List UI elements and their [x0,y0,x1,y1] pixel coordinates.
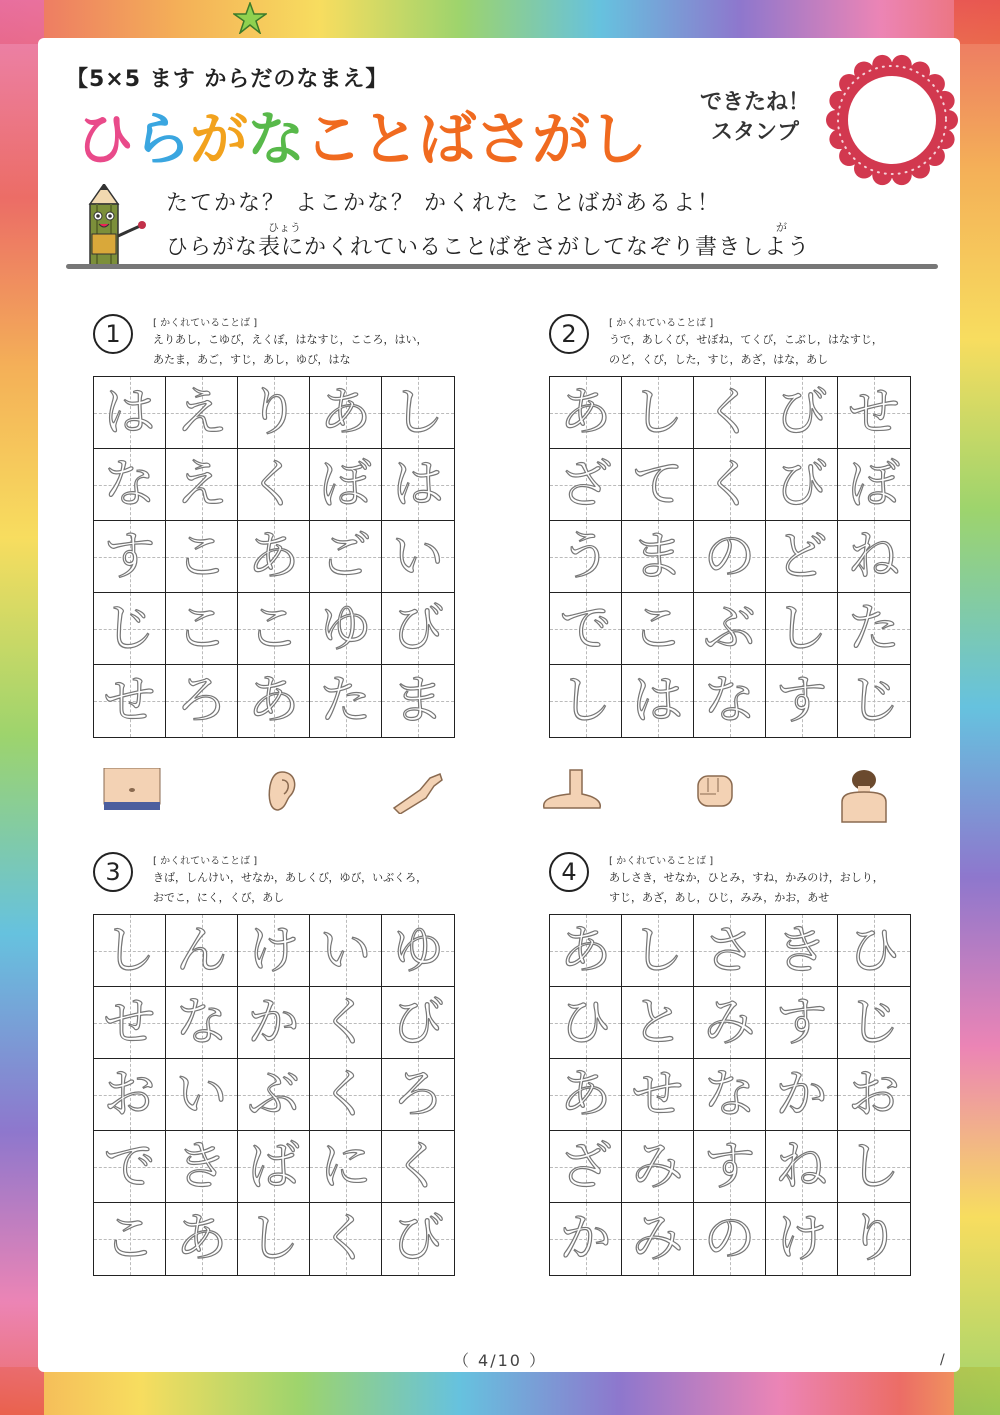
trace-letter: し [847,1136,900,1197]
trace-letter: き [775,920,828,981]
letter-grid [93,914,455,1276]
trace-letter: び [391,1209,444,1269]
grid-cell [166,987,238,1059]
title-kotobasagashi: ことばさがし [304,105,647,173]
grid-cell [238,449,310,521]
trace-letter: し [247,1209,300,1269]
grid-cell [238,1059,310,1131]
trace-letter: え [175,382,228,443]
page-number: （ 4/10 ） [452,1351,548,1370]
trace-letter: ま [631,526,684,587]
trace-letter: い [391,526,444,587]
corner-mark: / [940,1352,945,1368]
puzzle-number: 3 [93,852,133,892]
hidden-words-list: あしさき，せなか，ひとみ，すね，かみのけ，おしり， すじ，あざ，あし，ひじ，みみ，かお，あせ [609,871,884,904]
grid-cell [94,1131,166,1203]
grid-cell [382,593,454,665]
trace-letter: く [319,1064,372,1125]
trace-letter: あ [319,382,372,443]
trace-letter: し [103,920,156,981]
grid-cell [694,1059,766,1131]
trace-letter: あ [175,1209,228,1269]
trace-letter: ぶ [703,598,756,659]
grid-cell [310,377,382,449]
grid-cell [238,987,310,1059]
trace-letter: あ [559,382,612,443]
trace-letter: ご [319,526,372,587]
trace-letter: ぶ [247,1064,300,1125]
trace-letter: す [703,1136,756,1197]
trace-letter: ば [247,1136,300,1197]
trace-letter: く [319,1209,372,1269]
instruction-line-1: たてかな？ よこかな？ かくれた ことばがあるよ！ [166,191,721,216]
trace-letter: く [391,1136,444,1197]
trace-letter: お [847,1064,900,1125]
grid-cell [550,1203,622,1275]
grid-cell [166,1059,238,1131]
trace-letter: び [775,454,828,515]
grid-cell [310,915,382,987]
grid-cell [382,665,454,737]
trace-letter: ど [775,526,828,587]
trace-letter: び [391,992,444,1053]
trace-letter: こ [103,1209,156,1269]
grid-cell [382,1131,454,1203]
grid-cell [238,1203,310,1275]
trace-letter: い [175,1064,228,1125]
grid-cell [622,1059,694,1131]
puzzle-number: 4 [549,852,589,892]
hidden-words-list: うで，あしくび，せぼね，てくび，こぶし，はなすじ， のど，くび，した，すじ，あざ，はな，あし [609,333,883,366]
grid-cell [94,593,166,665]
trace-letter: な [103,454,156,515]
grid-cell [550,521,622,593]
trace-letter: あ [559,1064,612,1125]
trace-letter: あ [247,526,300,587]
trace-letter: ざ [559,1136,612,1197]
trace-letter: せ [103,671,156,731]
grid-cell [694,449,766,521]
grid-cell [838,665,910,737]
grid-cell [94,987,166,1059]
trace-letter: な [175,992,228,1053]
trace-letter: は [391,454,444,515]
trace-letter: け [775,1209,828,1269]
trace-letter: ひ [559,992,612,1053]
trace-letter: こ [175,598,228,659]
trace-letter: ぼ [847,454,900,515]
grid-cell [382,449,454,521]
trace-letter: き [175,1136,228,1197]
grid-cell [766,665,838,737]
trace-letter: は [631,671,684,731]
grid-cell [94,449,166,521]
grid-cell [694,1203,766,1275]
trace-letter: ん [175,920,228,981]
grid-cell [238,1131,310,1203]
grid-cell [166,1203,238,1275]
grid-cell [550,1131,622,1203]
trace-letter: は [103,382,156,443]
grid-cell [166,665,238,737]
grid-cell [550,593,622,665]
page-title [76,92,646,176]
grid-cell [622,521,694,593]
trace-letter: か [775,1064,828,1125]
grid-cell [622,449,694,521]
grid-cell [238,377,310,449]
grid-cell [838,987,910,1059]
trace-letter: し [391,382,444,443]
grid-cell [838,377,910,449]
grid-cell [94,665,166,737]
grid-cell [622,377,694,449]
trace-letter: い [319,920,372,981]
ruby-hyou: ひょう [268,221,301,234]
grid-cell [550,915,622,987]
grid-cell [166,593,238,665]
trace-letter: じ [103,598,156,659]
trace-letter: ひ [847,920,900,981]
grid-cell [310,1203,382,1275]
trace-letter: こ [631,598,684,659]
trace-letter: び [391,598,444,659]
grid-cell [838,449,910,521]
grid-cell [622,665,694,737]
trace-letter: た [319,671,372,731]
trace-letter: せ [631,1064,684,1125]
trace-letter: び [775,382,828,443]
letter-grid [93,376,455,738]
grid-cell [310,593,382,665]
title-hiragana: ひらがな [76,105,305,173]
stamp-flower-icon [824,52,960,188]
trace-letter: み [631,1209,684,1269]
grid-cell [550,449,622,521]
trace-letter: か [247,992,300,1053]
grid-cell [766,593,838,665]
grid-cell [310,449,382,521]
grid-cell [550,987,622,1059]
belly-icon [100,768,164,814]
puzzle-number: 2 [549,314,589,354]
grid-cell [94,915,166,987]
trace-letter: ね [775,1136,828,1197]
grid-cell [838,1203,910,1275]
grid-cell [382,521,454,593]
trace-letter: あ [559,920,612,981]
grid-cell [550,665,622,737]
hidden-words-label: [ かくれていることば ] [609,318,714,329]
grid-cell [838,521,910,593]
grid-cell [238,521,310,593]
fist-icon [692,768,740,814]
grid-cell [166,449,238,521]
trace-letter: け [247,920,300,981]
grid-cell [622,593,694,665]
trace-letter: こ [247,598,300,659]
grid-cell [166,915,238,987]
trace-letter: く [319,992,372,1053]
trace-letter: し [559,671,612,731]
trace-letter: に [319,1136,372,1197]
trace-letter: て [631,454,684,515]
trace-letter: し [631,382,684,443]
ruby-ga: が [776,221,787,234]
trace-letter: す [775,671,828,731]
grid-cell [238,593,310,665]
trace-letter: か [559,1209,612,1269]
trace-letter: り [247,382,300,443]
trace-letter: ゆ [391,920,444,981]
grid-cell [838,593,910,665]
grid-cell [766,449,838,521]
grid-cell [382,915,454,987]
ear-icon [262,768,302,814]
star-icon [233,2,267,34]
grid-cell [694,593,766,665]
trace-letter: ま [391,671,444,731]
trace-letter: ぼ [319,454,372,515]
trace-letter: じ [847,671,900,731]
trace-letter: く [703,454,756,515]
grid-cell [382,1203,454,1275]
grid-cell [382,377,454,449]
trace-letter: く [703,382,756,443]
grid-cell [310,1059,382,1131]
trace-letter: と [631,992,684,1053]
grid-cell [694,987,766,1059]
trace-letter: ね [847,526,900,587]
grid-cell [694,915,766,987]
grid-cell [310,1131,382,1203]
grid-cell [310,987,382,1059]
trace-letter: じ [847,992,900,1053]
grid-cell [622,987,694,1059]
grid-cell [694,521,766,593]
trace-letter: う [559,526,612,587]
trace-letter: さ [703,920,756,981]
grid-cell [694,665,766,737]
grid-cell [766,987,838,1059]
arm-icon [390,768,448,814]
trace-letter: し [775,598,828,659]
grid-cell [550,377,622,449]
grid-cell [838,1131,910,1203]
grid-cell [766,915,838,987]
trace-letter: た [847,598,900,659]
grid-cell [622,1131,694,1203]
hidden-words-label: [ かくれていることば ] [153,318,258,329]
grid-cell [382,987,454,1059]
trace-letter: こ [175,526,228,587]
grid-cell [166,377,238,449]
trace-letter: す [775,992,828,1053]
grid-cell [310,665,382,737]
grid-cell [238,915,310,987]
trace-letter: く [247,454,300,515]
trace-letter: な [703,1064,756,1125]
trace-letter: で [103,1136,156,1197]
grid-cell [94,1059,166,1131]
puzzle-number: 1 [93,314,133,354]
letter-grid [549,914,911,1276]
worksheet-subtitle: 【5×5 ます からだのなまえ】 [66,67,389,92]
header-divider [66,264,938,269]
trace-letter: ゆ [319,598,372,659]
hidden-words-label: [ かくれていることば ] [153,856,258,867]
trace-letter: み [703,992,756,1053]
grid-cell [622,1203,694,1275]
grid-cell [94,521,166,593]
grid-cell [694,1131,766,1203]
trace-letter: な [703,671,756,731]
grid-cell [166,521,238,593]
trace-letter: の [703,526,756,587]
trace-letter: え [175,454,228,515]
trace-letter: の [703,1209,756,1269]
stamp-label: できたね！ スタンプ [699,90,810,145]
grid-cell [694,377,766,449]
trace-letter: お [103,1064,156,1125]
trace-letter: ろ [391,1064,444,1125]
trace-letter: せ [103,992,156,1053]
trace-letter: あ [247,671,300,731]
grid-cell [310,521,382,593]
grid-cell [766,377,838,449]
grid-cell [94,1203,166,1275]
grid-cell [94,377,166,449]
grid-cell [622,915,694,987]
grid-cell [838,1059,910,1131]
trace-letter: み [631,1136,684,1197]
hidden-words-label: [ かくれていることば ] [609,856,714,867]
grid-cell [166,1131,238,1203]
grid-cell [766,1203,838,1275]
trace-letter: せ [847,382,900,443]
back-icon [838,768,890,824]
hidden-words-list: きば，しんけい，せなか，あしくび，ゆび，いぶくろ， おでこ，にく，くび，あし [153,871,428,904]
grid-cell [550,1059,622,1131]
trace-letter: り [847,1209,900,1269]
trace-letter: す [103,526,156,587]
trace-letter: ざ [559,454,612,515]
trace-letter: ろ [175,671,228,731]
instruction-line-2: ひらがな表にかくれていることばをさがしてなぞり書きしよう [166,235,811,260]
grid-cell [766,1131,838,1203]
grid-cell [766,521,838,593]
grid-cell [238,665,310,737]
grid-cell [382,1059,454,1131]
hidden-words-list: えりあし，こゆび，えくぼ，はなすじ，こころ，はい， あたま，あご，すじ，あし，ゆび，はな [153,333,428,366]
pencil-mascot-icon [78,184,160,268]
body-part-icons [100,768,880,828]
trace-letter: し [631,920,684,981]
grid-cell [838,915,910,987]
foot-icon [540,768,604,814]
letter-grid [549,376,911,738]
grid-cell [766,1059,838,1131]
trace-letter: で [559,598,612,659]
